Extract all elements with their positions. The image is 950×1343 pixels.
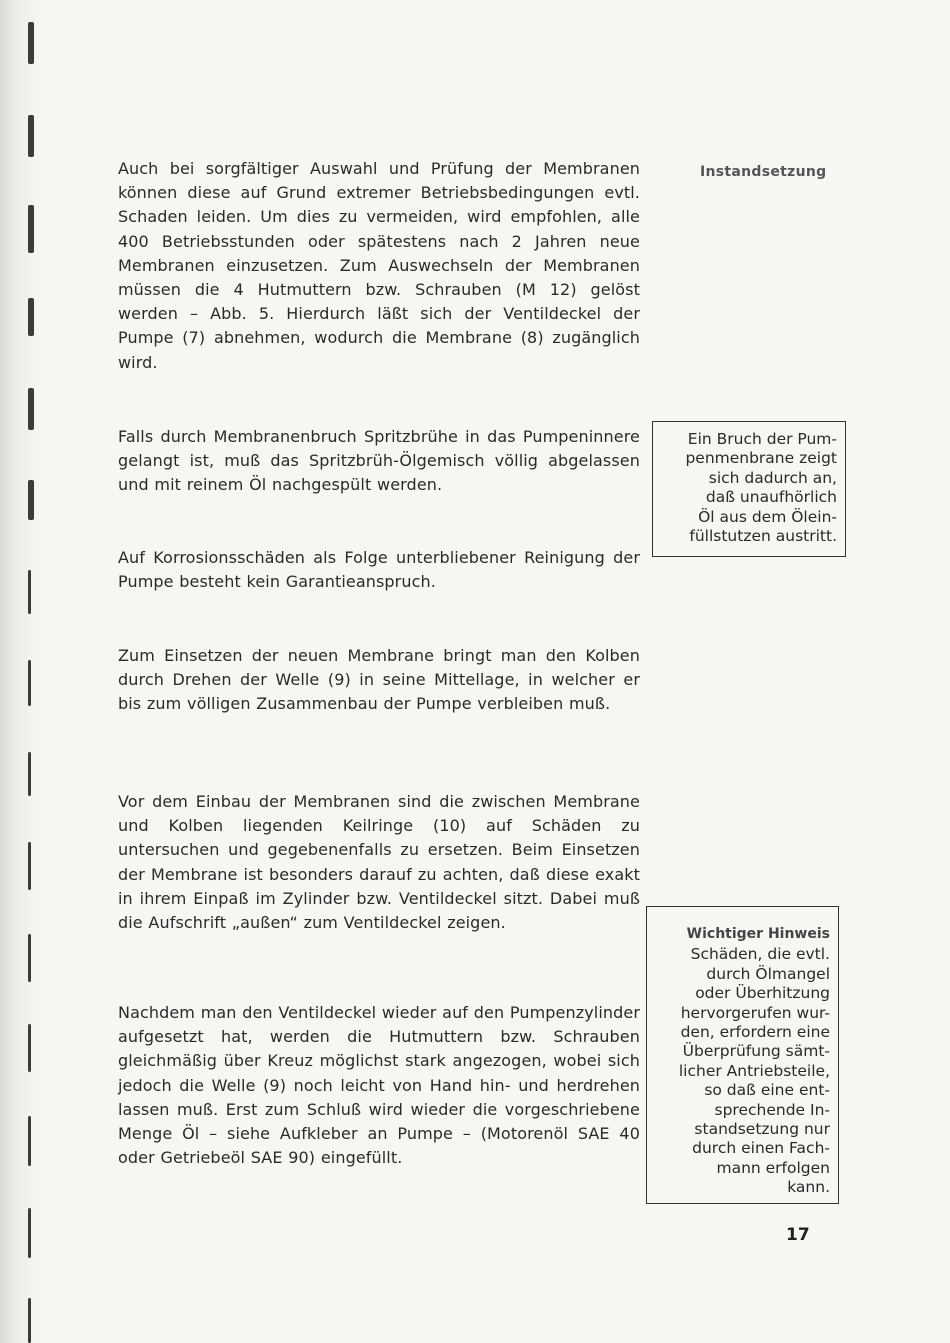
note-line: oder Überhitzung bbox=[695, 984, 830, 1003]
side-note-membrane-break bbox=[652, 421, 846, 557]
binding-mark bbox=[28, 115, 34, 157]
binding-mark bbox=[28, 1024, 31, 1072]
paragraph-membrane-break: Falls durch Membranenbruch Spritzbrühe in das Pumpeninnere gelangt ist, muß das Spritzbrüh-Ölgemisch völlig abgelassen und mit reinem Öl nachgespült werden. bbox=[118, 427, 640, 495]
binding-mark bbox=[28, 298, 34, 336]
note-line: sprechende In- bbox=[714, 1100, 830, 1119]
binding-mark bbox=[28, 934, 31, 982]
note-line: füllstutzen austritt. bbox=[689, 527, 837, 546]
paragraph-corrosion: Auf Korrosionsschäden als Folge unterbliebener Reinigung der Pumpe besteht kein Garantieanspruch. bbox=[118, 548, 640, 592]
binding-mark bbox=[28, 22, 34, 64]
note-line: licher Antriebsteile, bbox=[678, 1061, 830, 1080]
note-line: sich dadurch an, bbox=[708, 468, 837, 487]
binding-mark bbox=[28, 660, 31, 706]
binding-mark bbox=[28, 1116, 31, 1166]
binding-mark bbox=[28, 205, 34, 253]
note-line: so daß eine ent- bbox=[704, 1081, 830, 1100]
binding-mark bbox=[28, 570, 31, 614]
note-line: Öl aus dem Ölein- bbox=[698, 507, 837, 526]
paragraph-membrane-replacement: Auch bei sorgfältiger Auswahl und Prüfung der Membranen können diese auf Grund extremer Betriebsbedingungen evtl. Schaden leiden. Um dies zu vermeiden, wird empfohlen, alle 400 Betriebsstunden oder spätestens nach 2 Jahren neue Membranen einzusetzen. Zum Auswechseln der Membranen müssen die 4 Hutmuttern bzw. Schrauben (M 12) gelöst werden – Abb. 5. Hierdurch läßt sich der Ventildeckel der Pumpe (7) abnehmen, wodurch die Membrane (8) zugänglich wird. bbox=[118, 159, 640, 372]
note-line: standsetzung nur bbox=[694, 1120, 830, 1139]
binding-mark bbox=[28, 842, 31, 890]
note-line: kann. bbox=[787, 1178, 830, 1197]
section-heading: Instandsetzung bbox=[700, 164, 827, 180]
page-number: 17 bbox=[786, 1225, 810, 1245]
note-line: Überprüfung sämt- bbox=[682, 1042, 830, 1061]
note-line: mann erfolgen bbox=[716, 1158, 830, 1177]
note-line: Schäden, die evtl. bbox=[690, 945, 830, 964]
side-note-important bbox=[646, 906, 839, 1204]
note-line: hervorgerufen wur- bbox=[680, 1003, 830, 1022]
paragraph-insert-membrane: Zum Einsetzen der neuen Membrane bringt man den Kolben durch Drehen der Welle (9) in seine Mittellage, in welcher er bis zum völligen Zusammenbau der Pumpe verbleiben muß. bbox=[118, 646, 640, 714]
page-binding-edge bbox=[0, 0, 40, 1343]
note-line: den, erfordern eine bbox=[680, 1023, 830, 1042]
note-heading: Wichtiger Hinweis bbox=[686, 926, 830, 942]
note-line: Ein Bruch der Pum- bbox=[687, 430, 837, 448]
note-line: durch Ölmangel bbox=[706, 964, 830, 983]
binding-mark bbox=[28, 388, 34, 430]
binding-mark bbox=[28, 752, 31, 796]
paragraph-install-membranes: Vor dem Einbau der Membranen sind die zwischen Membrane und Kolben liegenden Keilringe (10) auf Schäden zu untersuchen und gegebenenfalls zu ersetzen. Beim Einsetzen der Membrane ist besonders darauf zu achten, daß diese exakt in ihrem Einpaß im Zylinder bzw. Ventildeckel sitzt. Dabei muß die Aufschrift „außen“ zum Ventildeckel zeigen. bbox=[118, 792, 640, 933]
binding-mark bbox=[28, 1298, 31, 1343]
note-line: daß unaufhörlich bbox=[705, 488, 837, 507]
note-line: durch einen Fach- bbox=[692, 1139, 830, 1158]
binding-mark bbox=[28, 1208, 31, 1258]
paragraph-reassembly: Nachdem man den Ventildeckel wieder auf den Pumpenzylinder aufgesetzt hat, werden die Hutmuttern bzw. Schrauben gleichmäßig über Kreuz möglichst stark angezogen, wobei sich jedoch die Welle (9) noch leicht von Hand hin- und herdrehen lassen muß. Erst zum Schluß wird wieder die vorgeschriebene Menge Öl – siehe Aufkleber an Pumpe – (Motorenöl SAE 40 oder Getriebeöl SAE 90) eingefüllt. bbox=[118, 1003, 640, 1168]
binding-mark bbox=[28, 480, 34, 520]
note-line: penmenbrane zeigt bbox=[685, 449, 837, 468]
